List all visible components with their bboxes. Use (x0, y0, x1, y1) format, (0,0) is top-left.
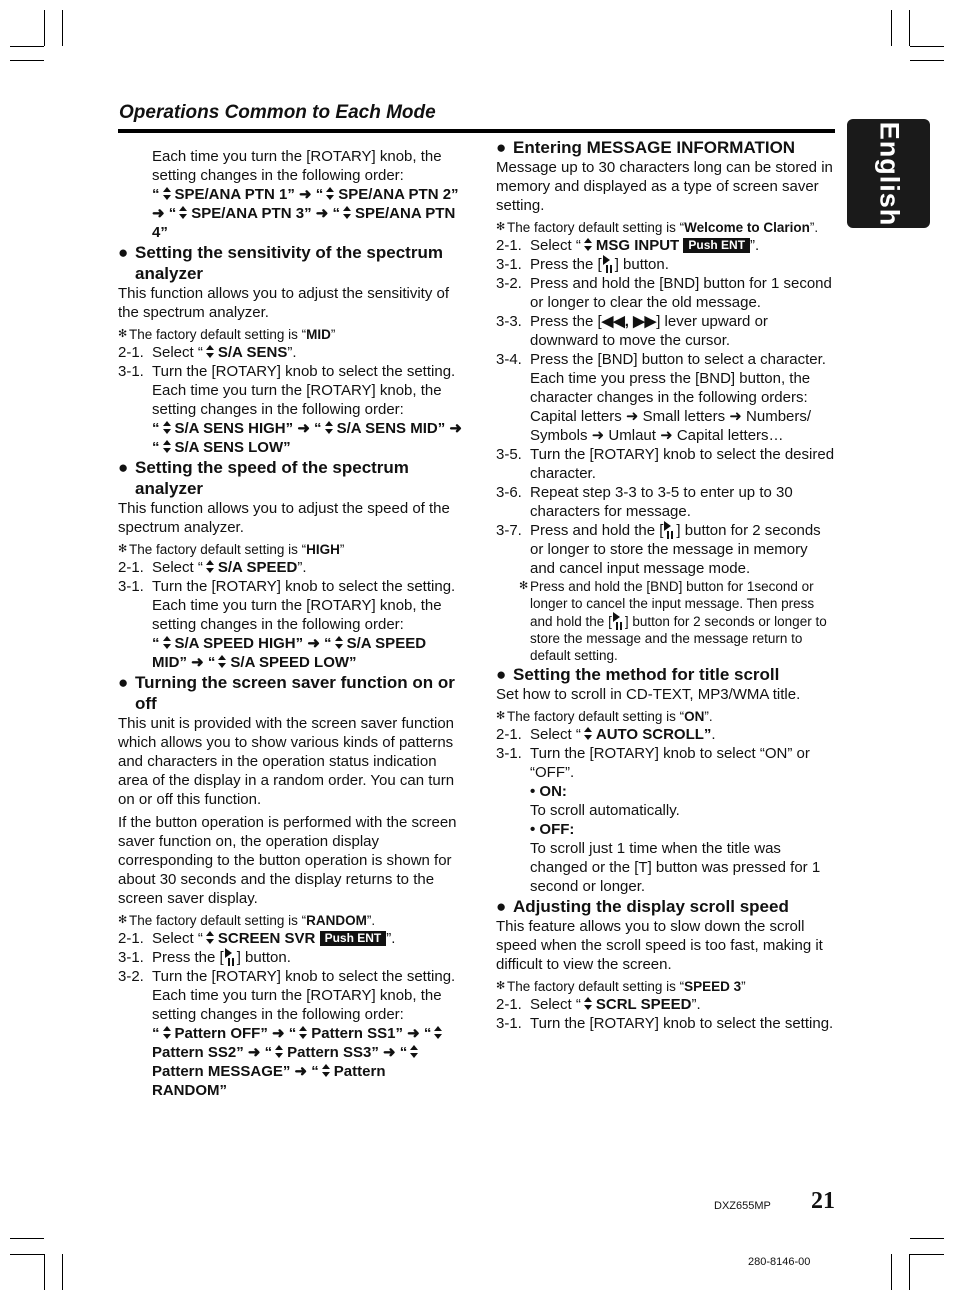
bullet-icon: ● (496, 138, 507, 157)
section-desc: Message up to 30 characters long can be stored in memory and displayed as a type of screen saver setting. (496, 159, 833, 214)
crop-mark (44, 10, 45, 46)
step: 3-1. Turn the [ROTARY] knob to select the setting. (118, 363, 456, 380)
intro-text: Each time you turn the [ROTARY] knob, the setting changes in the following order: (152, 148, 442, 184)
up-down-icon (163, 440, 172, 453)
crop-mark (62, 1254, 63, 1290)
crop-mark (891, 1254, 892, 1290)
asterisk-icon: ✻ (496, 710, 506, 722)
step: 2-1. Select “ SCRL SPEED”. (496, 996, 701, 1013)
play-pause-icon (613, 612, 624, 630)
default-note: ✻ The factory default setting is “SPEED 3” (496, 979, 746, 994)
order-text: Each time you turn the [ROTARY] knob, the setting changes in the following order: (152, 382, 442, 418)
section-title: ● Setting the method for title scroll (496, 665, 780, 684)
crop-mark (910, 1238, 944, 1239)
up-down-icon (163, 187, 172, 200)
default-note: ✻ The factory default setting is “MID” (118, 327, 336, 342)
bullet-icon: ● (118, 243, 129, 262)
option-desc: To scroll just 1 time when the title was changed or the [T] button was pressed for 1 second or longer. (530, 840, 821, 895)
option-desc: To scroll automatically. (530, 802, 680, 819)
step: 3-3. Press the [◀◀, ▶▶] lever upward or downward to move the cursor. (496, 313, 768, 349)
section-title: ● Entering MESSAGE INFORMATION (496, 138, 796, 157)
up-down-icon (275, 1045, 284, 1058)
crop-mark (910, 1254, 944, 1255)
model-number: DXZ655MP (714, 1200, 771, 1212)
section-title: ● Setting the sensitivity of the spectrum analyzer (118, 243, 443, 283)
up-down-icon (326, 187, 335, 200)
up-down-icon (343, 206, 352, 219)
crop-mark (10, 60, 44, 61)
bullet-icon: ● (118, 458, 129, 477)
step: 2-1. Select “ SCREEN SVR Push ENT ”. (118, 930, 396, 947)
section-title: ● Turning the screen saver function on or off (118, 673, 455, 713)
header-rule (118, 129, 835, 133)
order-sequence: “ S/A SENS HIGH” ➜ “ S/A SENS MID” ➜ “ S/A SENS LOW” (152, 420, 462, 456)
up-down-icon (179, 206, 188, 219)
asterisk-icon: ✻ (496, 221, 506, 233)
default-note: ✻ The factory default setting is “RANDOM”. (118, 913, 376, 928)
crop-mark (891, 10, 892, 46)
document-code: 280-8146-00 (748, 1256, 811, 1268)
step: 3-2. Turn the [ROTARY] knob to select the setting. Each time you turn the [ROTARY] knob, the setting changes in the following order: (118, 968, 456, 1023)
up-down-icon (206, 931, 215, 944)
step: 2-1. Select “ S/A SENS”. (118, 344, 297, 361)
option-label: • OFF: (530, 821, 575, 838)
section-desc: Set how to scroll in CD-TEXT, MP3/WMA title. (496, 686, 801, 703)
step: 3-7. Press and hold the [ ] button for 2 seconds or longer to store the message in memory and cancel input message mode. (496, 522, 821, 577)
section-desc: This function allows you to adjust the sensitivity of the spectrum analyzer. (118, 285, 449, 321)
up-down-icon (335, 636, 344, 649)
order-text: Each time you turn the [ROTARY] knob, the setting changes in the following order: (152, 597, 442, 633)
page-header: Operations Common to Each Mode (119, 102, 436, 123)
crop-mark (10, 1254, 44, 1255)
play-pause-icon (603, 255, 614, 273)
crop-mark (10, 1238, 44, 1239)
play-pause-icon (664, 521, 675, 539)
crop-mark (62, 10, 63, 46)
crop-mark (909, 1254, 910, 1290)
page-number: 21 (811, 1188, 835, 1214)
asterisk-icon: ✻ (118, 914, 128, 926)
up-down-icon (584, 238, 593, 251)
step: 3-6. Repeat step 3-3 to 3-5 to enter up to 30 characters for message. (496, 484, 793, 520)
up-down-icon (163, 421, 172, 434)
right-column (496, 137, 836, 1033)
asterisk-icon: ✻ (496, 980, 506, 992)
prev-next-icon: ◀◀, ▶▶ (601, 313, 657, 330)
section-desc: This feature allows you to slow down the scroll speed when the scroll speed is too fast, making it difficult to view the screen. (496, 918, 823, 973)
crop-mark (910, 46, 944, 47)
bullet-icon: ● (496, 897, 507, 916)
step: 3-4. Press the [BND] button to select a character. Each time you press the [BND] button, the character changes in the following orders: (496, 351, 826, 406)
step: 2-1. Select “ MSG INPUT Push ENT ”. (496, 237, 760, 254)
up-down-icon (163, 636, 172, 649)
order-sequence: “ S/A SPEED HIGH” ➜ “ S/A SPEED MID” ➜ “ S/A SPEED LOW” (152, 635, 427, 671)
up-down-icon (584, 727, 593, 740)
bullet-icon: ● (118, 673, 129, 692)
default-note: ✻ The factory default setting is “ON”. (496, 709, 713, 724)
note: ✻ Press and hold the [BND] button for 1second or longer to cancel the input message. Then press and hold the [ ] button for 2 seconds or longer to store the message and the message return to default setting. (519, 579, 827, 663)
up-down-icon (410, 1045, 419, 1058)
play-pause-icon (225, 948, 236, 966)
up-down-icon (218, 655, 227, 668)
asterisk-icon: ✻ (118, 543, 128, 555)
step: 3-1. Press the [ ] button. (118, 949, 291, 966)
up-down-icon (163, 1026, 172, 1039)
intro-sequence: “ SPE/ANA PTN 1” ➜ “ SPE/ANA PTN 2” ➜ “ SPE/ANA PTN 3” ➜ “ SPE/ANA PTN 4” (152, 186, 459, 241)
section-title: ● Setting the speed of the spectrum analyzer (118, 458, 409, 498)
option-label: • ON: (530, 783, 567, 800)
step: 3-2. Press and hold the [BND] button for 1 second or longer to clear the old message. (496, 275, 832, 311)
step: 3-5. Turn the [ROTARY] knob to select the desired character. (496, 446, 835, 482)
language-tab-label: English (874, 121, 904, 226)
default-note: ✻ The factory default setting is “Welcome to Clarion”. (496, 220, 819, 235)
crop-mark (910, 60, 944, 61)
crop-mark (909, 10, 910, 46)
up-down-icon (584, 997, 593, 1010)
up-down-icon (206, 560, 215, 573)
push-ent-badge: Push ENT (683, 238, 750, 253)
step: 3-1. Turn the [ROTARY] knob to select the setting. (118, 578, 456, 595)
order-sequence: “ Pattern OFF” ➜ “ Pattern SS1” ➜ “Pattern SS2” ➜ “ Pattern SS3” ➜ “Pattern MESSAGE” ➜ “ Pattern RANDOM” (118, 1024, 463, 1100)
section-desc: This unit is provided with the screen saver function which allows you to show various kinds of patterns and characters in the operation status indication area of the display in a random order. You can turn on or off this function. (118, 715, 455, 808)
crop-mark (44, 1254, 45, 1290)
step: 2-1. Select “ S/A SPEED”. (118, 559, 307, 576)
section-desc: This function allows you to adjust the speed of the spectrum analyzer. (118, 500, 450, 536)
left-column (118, 147, 463, 1100)
crop-mark (10, 46, 44, 47)
step: 3-1. Turn the [ROTARY] knob to select “ON” or “OFF”. (496, 745, 810, 781)
up-down-icon (434, 1026, 443, 1039)
up-down-icon (299, 1026, 308, 1039)
asterisk-icon: ✻ (118, 328, 128, 340)
order-text: Capital letters ➜ Small letters ➜ Numbers/ Symbols ➜ Umlaut ➜ Capital letters… (530, 408, 812, 444)
step: 2-1. Select “ AUTO SCROLL”. (496, 726, 716, 743)
section-title: ● Adjusting the display scroll speed (496, 897, 789, 916)
language-tab (847, 119, 930, 228)
default-note: ✻ The factory default setting is “HIGH” (118, 542, 345, 557)
up-down-icon (325, 421, 334, 434)
up-down-icon (206, 345, 215, 358)
section-desc: If the button operation is performed with the screen saver function on, the operation display corresponding to the button operation is shown for about 30 seconds and the display returns to the screen saver display. (118, 814, 457, 907)
push-ent-badge: Push ENT (320, 931, 387, 946)
up-down-icon (322, 1064, 331, 1077)
asterisk-icon: ✻ (519, 580, 529, 592)
step: 3-1. Turn the [ROTARY] knob to select the setting. (496, 1015, 834, 1032)
bullet-icon: ● (496, 665, 507, 684)
step: 3-1. Press the [ ] button. (496, 256, 669, 273)
